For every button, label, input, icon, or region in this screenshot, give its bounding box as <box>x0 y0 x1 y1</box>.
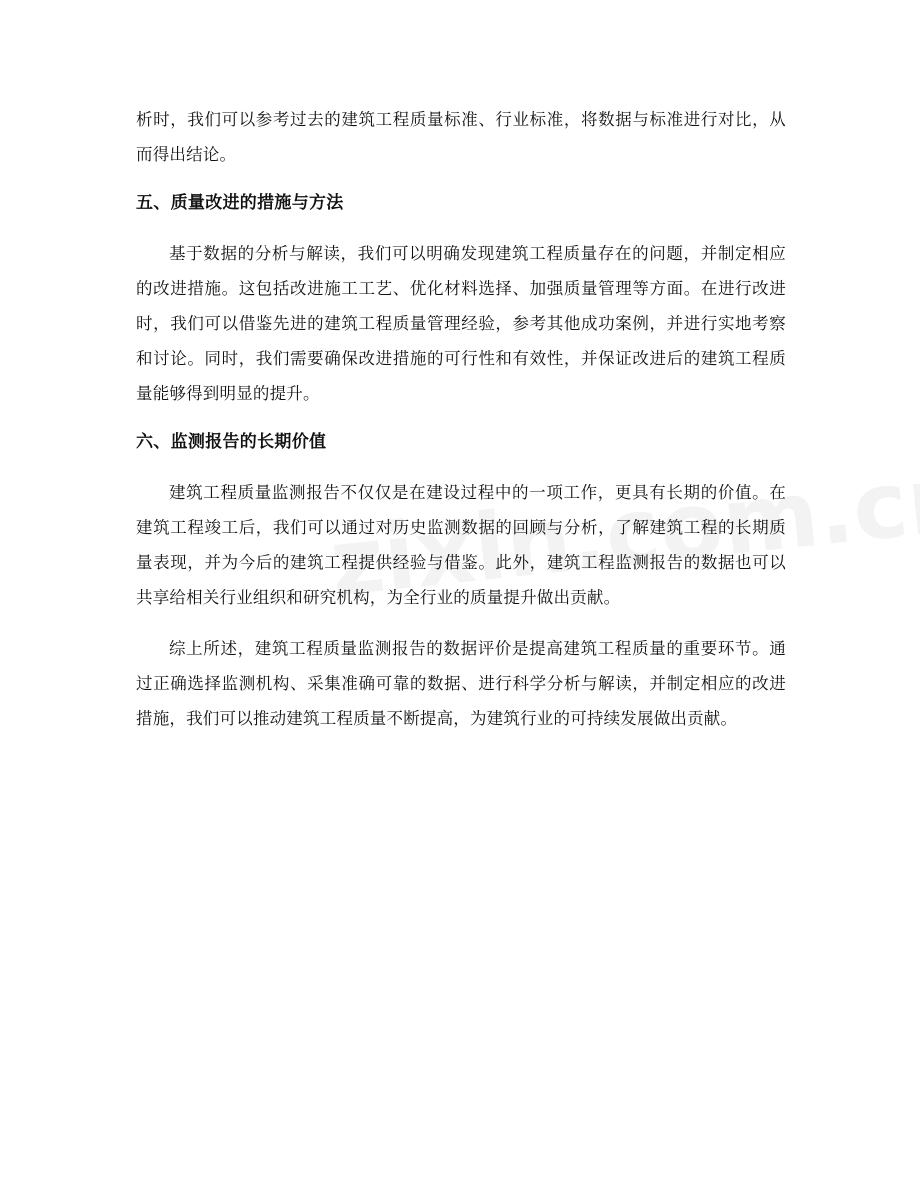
paragraph-long-term-value: 建筑工程质量监测报告不仅仅是在建设过程中的一项工作，更具有长期的价值。在建筑工程竣工后，我们可以通过对历史监测数据的回顾与分析，了解建筑工程的长期质量表现，并为今后的建筑工程提供经验与借鉴。此外，建筑工程监测报告的数据也可以共享给相关行业组织和研究机构，为全行业的质量提升做出贡献。 <box>136 483 786 607</box>
paragraph-conclusion: 综上所述，建筑工程质量监测报告的数据评价是提高建筑工程质量的重要环节。通过正确选择监测机构、采集准确可靠的数据、进行科学分析与解读，并制定相应的改进措施，我们可以推动建筑工程质量不断提高，为建筑行业的可持续发展做出贡献。 <box>136 639 786 728</box>
paragraph-improvement: 基于数据的分析与解读，我们可以明确发现建筑工程质量存在的问题，并制定相应的改进措施。这包括改进施工工艺、优化材料选择、加强质量管理等方面。在进行改进时，我们可以借鉴先进的建筑工程质量管理经验，参考其他成功案例，并进行实地考察和讨论。同时，我们需要确保改进措施的可行性和有效性，并保证改进后的建筑工程质量能够得到明显的提升。 <box>136 244 786 403</box>
section-heading-5: 五、质量改进的措施与方法 <box>136 193 344 213</box>
section-heading-6: 六、监测报告的长期价值 <box>136 432 327 452</box>
document-body <box>136 102 786 736</box>
paragraph-continuation: 析时，我们可以参考过去的建筑工程质量标准、行业标准，将数据与标准进行对比，从而得出结论。 <box>136 110 786 164</box>
